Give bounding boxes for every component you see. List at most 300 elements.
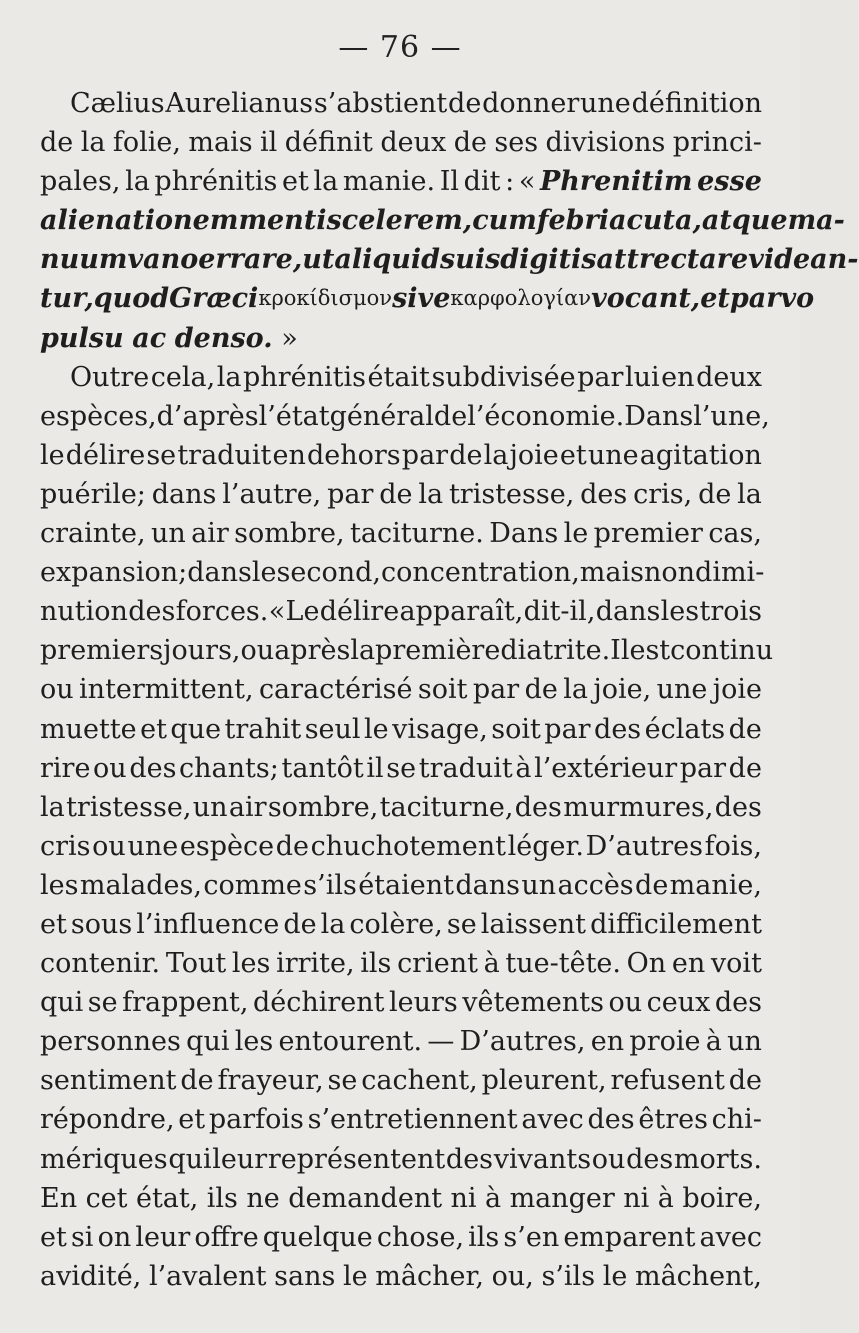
word: il — [260, 127, 278, 159]
word: mâcher, — [375, 1260, 484, 1292]
word: muette — [40, 713, 137, 745]
word: de — [728, 1065, 762, 1097]
word: dans — [595, 596, 661, 628]
word: divisions — [545, 127, 666, 159]
word: se — [446, 908, 477, 940]
word: taciturne, — [379, 791, 514, 823]
word: répondre, — [40, 1104, 175, 1136]
word: traduit — [177, 439, 272, 471]
word: morts. — [673, 1143, 762, 1175]
text-line — [40, 514, 762, 553]
word: Il — [610, 635, 630, 667]
word: la — [320, 908, 346, 940]
word: tur, — [40, 283, 94, 315]
word: des — [626, 1143, 674, 1175]
word: — — [427, 1026, 455, 1058]
word: tue-tête. — [505, 948, 621, 980]
word: ac — [132, 322, 167, 354]
word: s’en — [503, 1221, 560, 1253]
word: ni — [623, 1182, 650, 1214]
word: manie. — [342, 166, 436, 198]
word: agitation — [639, 439, 762, 471]
word: le — [40, 439, 65, 471]
text-line — [40, 905, 762, 944]
word: comme — [203, 869, 302, 901]
word: de — [40, 127, 74, 159]
word: et — [281, 166, 309, 198]
word: entourent. — [278, 1026, 423, 1058]
word: est — [629, 635, 671, 667]
word: s’abstient — [313, 88, 448, 119]
word: et — [40, 1221, 67, 1253]
word: sous — [70, 908, 133, 940]
word: était — [367, 361, 430, 393]
text-line — [40, 592, 762, 631]
text-line — [40, 279, 815, 318]
text-line — [40, 1179, 762, 1218]
word: joie — [509, 439, 559, 471]
word: atque — [701, 205, 788, 237]
word: tantôt — [281, 752, 364, 784]
word: la — [80, 127, 106, 159]
word: manger — [509, 1182, 615, 1214]
word: en — [272, 439, 306, 471]
text-line — [40, 866, 762, 905]
text-line — [40, 553, 765, 592]
text-line — [40, 788, 762, 827]
word: princi- — [672, 127, 762, 159]
word: rire — [40, 752, 91, 784]
word: la — [563, 674, 588, 706]
text-line — [40, 397, 770, 436]
word: lui — [624, 361, 660, 393]
word: dans — [151, 478, 217, 510]
word: continu — [670, 635, 774, 667]
word: la — [418, 478, 444, 510]
text-line — [40, 358, 762, 397]
word: les — [234, 1026, 274, 1058]
word: des — [128, 596, 176, 628]
word: êtres — [638, 1104, 708, 1136]
text-line — [40, 631, 774, 670]
text-line — [40, 475, 762, 514]
word: de — [180, 1065, 214, 1097]
word: ses — [494, 127, 539, 159]
word: voit — [710, 948, 762, 980]
word: joie, — [593, 674, 652, 706]
word: avec — [521, 1104, 584, 1136]
word: en — [661, 361, 695, 393]
word: : — [505, 166, 515, 198]
word: errare, — [198, 244, 303, 276]
word: sive — [392, 283, 451, 315]
word: quod — [93, 283, 170, 315]
word: proie — [629, 1026, 701, 1058]
word: joie — [712, 674, 762, 706]
word: se — [386, 752, 417, 784]
word: caractérisé — [258, 674, 413, 706]
word: On — [626, 948, 667, 980]
word: déchirent — [252, 987, 385, 1019]
word: espèces, — [40, 400, 157, 432]
word: ou — [591, 1143, 626, 1175]
word: la — [313, 166, 339, 198]
word: des — [514, 791, 562, 823]
word: l’extérieur — [534, 752, 678, 784]
text-line — [40, 1218, 762, 1257]
text-line — [40, 1100, 762, 1139]
word: de — [283, 908, 317, 940]
word: chose, — [376, 1221, 465, 1253]
word: de — [448, 88, 482, 119]
word: le — [602, 1260, 628, 1292]
word: qui — [186, 1026, 230, 1058]
word: Aurelianus — [165, 88, 314, 119]
word: dans — [455, 869, 520, 901]
word: premier — [593, 518, 703, 550]
word: vano — [127, 244, 199, 276]
text-line — [40, 944, 762, 983]
word: à — [483, 948, 500, 980]
word: air — [191, 518, 229, 550]
word: videan- — [748, 244, 859, 276]
page-number: — 76 — — [338, 30, 462, 65]
word: de — [524, 674, 558, 706]
word: visage, — [392, 713, 488, 745]
word: demandent — [288, 1182, 443, 1214]
word: l’économie. — [467, 400, 625, 432]
word: ou, — [491, 1260, 534, 1292]
text-line — [40, 1022, 762, 1061]
word: aliquid — [334, 244, 440, 276]
word: laissent — [480, 908, 587, 940]
word: concentration, — [380, 557, 580, 589]
word: pleurent, — [481, 1065, 607, 1097]
word: celerem, — [341, 205, 473, 237]
word: avec — [699, 1221, 762, 1253]
word: donner — [482, 88, 580, 119]
word: parvo — [729, 283, 815, 315]
text-line — [40, 319, 762, 358]
word: de — [728, 752, 762, 784]
word: étaient — [358, 869, 454, 901]
text-line — [40, 1140, 762, 1179]
word: soit — [417, 674, 468, 706]
word: une — [580, 88, 631, 119]
word: pulsu — [40, 322, 124, 354]
word: esse — [697, 166, 762, 198]
word: frayeur, — [217, 1065, 324, 1097]
word: en — [590, 1026, 625, 1058]
word: espèce — [179, 830, 275, 862]
word: ou — [40, 674, 74, 706]
word: un — [521, 869, 557, 901]
word: de — [453, 127, 487, 159]
word: par — [327, 478, 374, 510]
word: à — [515, 752, 532, 784]
word: premiers — [40, 635, 164, 667]
word: leur — [135, 1221, 191, 1253]
word: sans — [274, 1260, 336, 1292]
word: ut — [302, 244, 335, 276]
word: et — [700, 283, 730, 315]
word: par — [472, 674, 520, 706]
word: délire — [319, 596, 400, 628]
word: par — [544, 713, 591, 745]
word: ni — [450, 1182, 477, 1214]
word: la — [216, 361, 242, 393]
text-line — [40, 240, 859, 279]
word: des — [594, 713, 642, 745]
word: cet — [85, 1182, 128, 1214]
word: s’ils — [541, 1260, 596, 1292]
word: D’autres — [585, 830, 703, 862]
word: un — [727, 1026, 762, 1058]
word: soit — [491, 713, 541, 745]
text-line — [40, 749, 762, 788]
word: des — [445, 1143, 494, 1175]
word: se — [146, 439, 177, 471]
word: de — [379, 478, 413, 510]
word: murmures, — [563, 791, 714, 823]
word: nuum — [40, 244, 128, 276]
word: cris, — [633, 478, 693, 510]
word: définition — [631, 88, 762, 119]
word: le — [342, 1260, 368, 1292]
word: et — [178, 1104, 206, 1136]
word: par — [577, 361, 624, 393]
word: denso. — [174, 322, 273, 354]
word: sombre, — [234, 518, 345, 550]
word: à — [705, 1026, 722, 1058]
word: febri — [536, 205, 609, 237]
word: le — [364, 713, 389, 745]
word: accès — [557, 869, 634, 901]
word: traduit — [418, 752, 513, 784]
word: léger. — [507, 830, 584, 862]
word: représentent — [267, 1143, 446, 1175]
word: les — [660, 596, 700, 628]
word: se — [327, 1065, 358, 1097]
text-line — [40, 1061, 762, 1100]
word: folie, — [112, 127, 181, 159]
word: un — [150, 518, 186, 550]
word: vêtements — [462, 987, 605, 1019]
word: ou — [92, 830, 126, 862]
word: des — [714, 987, 762, 1019]
word: personnes — [40, 1026, 181, 1058]
word: dimi- — [695, 557, 765, 589]
word: de — [728, 713, 762, 745]
word: de — [433, 400, 468, 432]
word: attrectare — [596, 244, 749, 276]
word: mentis — [238, 205, 342, 237]
word: dehors — [306, 439, 401, 471]
word: « — [518, 166, 536, 198]
word: cachent, — [361, 1065, 478, 1097]
word: si — [70, 1221, 94, 1253]
word: suis — [440, 244, 501, 276]
word: non — [643, 557, 696, 589]
word: la — [40, 791, 65, 823]
word: il — [366, 752, 384, 784]
word: de — [635, 869, 669, 901]
body-text — [40, 84, 859, 1296]
word: Phrenitim — [539, 166, 693, 198]
word: les — [231, 948, 271, 980]
word: Le — [285, 596, 320, 628]
word: la — [350, 635, 376, 667]
word: vocant, — [591, 283, 701, 315]
word: leur — [212, 1143, 268, 1175]
word: tristesse, — [66, 791, 192, 823]
word: de — [275, 830, 309, 862]
word: contenir. — [40, 948, 161, 980]
word: crient — [397, 948, 478, 980]
text-line — [40, 827, 762, 866]
word: le — [251, 557, 277, 589]
word: crainte, — [40, 518, 146, 550]
word: Græci — [169, 283, 259, 315]
word: κροκίδισμον — [258, 286, 393, 311]
word: dit-il, — [523, 596, 596, 628]
word: Dans — [624, 400, 694, 432]
word: que — [170, 713, 222, 745]
word: délire — [65, 439, 146, 471]
word: des — [587, 1104, 635, 1136]
word: apparaît, — [399, 596, 524, 628]
text-line — [40, 201, 845, 240]
word: des — [714, 791, 762, 823]
word: digitis — [500, 244, 597, 276]
word: Cælius — [70, 88, 165, 119]
word: l’état — [258, 400, 330, 432]
word: et — [140, 713, 167, 745]
word: en — [671, 948, 706, 980]
word: trahit — [224, 713, 302, 745]
word: cela, — [150, 361, 216, 393]
word: ne — [246, 1182, 280, 1214]
word: ils — [360, 948, 392, 980]
word: dans — [187, 557, 252, 589]
word: vivants — [493, 1143, 592, 1175]
word: une — [127, 830, 179, 862]
word: refusent — [610, 1065, 725, 1097]
text-line — [40, 710, 762, 749]
word: l’influence — [136, 908, 280, 940]
word: phrénitis — [154, 166, 278, 198]
word: ils — [206, 1182, 238, 1214]
word: Il — [439, 166, 460, 198]
word: général — [329, 400, 434, 432]
word: phrénitis — [243, 361, 366, 393]
word: Outre — [70, 361, 150, 393]
word: première — [375, 635, 501, 667]
word: avidité, — [40, 1260, 142, 1292]
word: des — [580, 478, 628, 510]
word: mais — [579, 557, 644, 589]
word: nution — [40, 596, 128, 628]
word: Dans — [489, 518, 559, 550]
word: après — [274, 635, 351, 667]
word: la — [483, 439, 509, 471]
text-line — [40, 123, 762, 162]
text-line — [40, 670, 762, 709]
word: à — [657, 1182, 674, 1214]
word: mâchent, — [634, 1260, 762, 1292]
word: pales, — [40, 166, 121, 198]
word: » — [281, 322, 298, 354]
word: puérile; — [40, 478, 146, 510]
word: ma- — [787, 205, 845, 237]
word: l’avalent — [148, 1260, 267, 1292]
text-line — [40, 436, 762, 475]
word: définit — [284, 127, 373, 159]
word: expansion; — [40, 557, 188, 589]
word: et — [40, 908, 67, 940]
word: En — [40, 1182, 78, 1214]
word: fois, — [704, 830, 762, 862]
word: l’autre, — [222, 478, 322, 510]
word: ou — [240, 635, 275, 667]
word: boire, — [682, 1182, 762, 1214]
word: chants; — [179, 752, 279, 784]
word: cum — [472, 205, 537, 237]
word: ou — [608, 987, 643, 1019]
word: sentiment — [40, 1065, 177, 1097]
word: Tout — [165, 948, 227, 980]
word: un — [192, 791, 228, 823]
word: chuchotement — [310, 830, 506, 862]
word: cris — [40, 830, 91, 862]
word: de — [698, 478, 732, 510]
word: second, — [276, 557, 381, 589]
word: de — [449, 439, 483, 471]
word: la — [737, 478, 762, 510]
word: quelque — [262, 1221, 373, 1253]
word: καρφολογίαν — [450, 286, 592, 311]
word: « — [268, 596, 286, 628]
word: et — [559, 439, 587, 471]
word: par — [679, 752, 727, 784]
word: trois — [699, 596, 762, 628]
word: deux — [696, 361, 762, 393]
word: ou — [93, 752, 127, 784]
word: une — [587, 439, 639, 471]
word: s’ils — [303, 869, 357, 901]
word: qui — [168, 1143, 212, 1175]
word: difficilement — [590, 908, 762, 940]
word: le — [563, 518, 589, 550]
word: malades, — [79, 869, 202, 901]
word: jours, — [163, 635, 241, 667]
word: offre — [194, 1221, 259, 1253]
word: frappent, — [122, 987, 249, 1019]
word: sombre, — [267, 791, 379, 823]
word: dit — [463, 166, 501, 198]
word: cas, — [708, 518, 762, 550]
word: alienationem — [40, 205, 239, 237]
word: air — [228, 791, 267, 823]
word: subdivisée — [431, 361, 576, 393]
word: une — [656, 674, 708, 706]
word: éclats — [644, 713, 726, 745]
text-line — [40, 1257, 762, 1296]
text-line — [40, 983, 762, 1022]
word: ceux — [646, 987, 711, 1019]
word: parfois — [208, 1104, 304, 1136]
word: leurs — [389, 987, 458, 1019]
